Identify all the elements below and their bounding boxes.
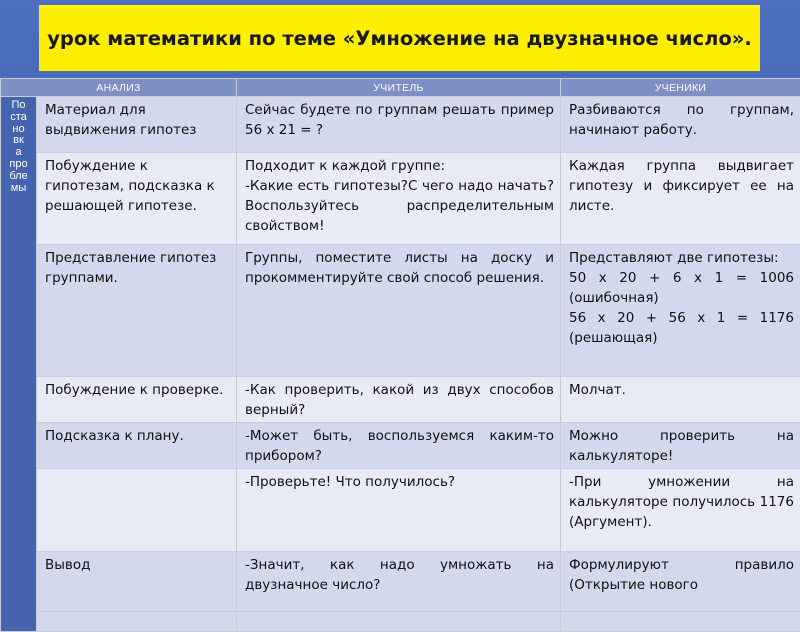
- analysis-cell: Представление гипотез группами.: [37, 245, 236, 290]
- teacher-cell: Сейчас будете по группам решать пример 56 х 21 = ?: [237, 97, 560, 142]
- header-analysis: АНАЛИЗ: [1, 79, 237, 97]
- side-label-line: ста: [1, 112, 36, 124]
- analysis-cell: Побуждение к гипотезам, подсказка к решающей гипотезе.: [37, 153, 236, 218]
- teacher-cell: -Проверьте! Что получилось?: [237, 469, 560, 494]
- side-label-line: а: [1, 147, 36, 159]
- side-label-line: мы: [1, 183, 36, 195]
- teacher-cell: Подходит к каждой группе: -Какие есть гипотезы?С чего надо начать?Воспользуйтесь распределительным свойством!: [237, 153, 560, 238]
- analysis-cell: Подсказка к плану.: [37, 423, 236, 448]
- side-label-line: но: [1, 124, 36, 136]
- teacher-cell: -Значит, как надо умножать на двузначное число?: [237, 552, 560, 597]
- side-label-line: бле: [1, 171, 36, 183]
- side-label-line: вк: [1, 135, 36, 147]
- students-cell: Можно проверить на калькуляторе!: [561, 423, 800, 468]
- analysis-cell: [37, 469, 236, 474]
- table-row: [1, 153, 800, 245]
- analysis-cell: Побуждение к проверке.: [37, 377, 236, 402]
- lesson-table: [0, 78, 800, 632]
- analysis-cell: Вывод: [37, 552, 236, 577]
- students-cell: Молчат.: [561, 377, 800, 402]
- students-cell: -При умножении на калькуляторе получилось 1176 (Аргумент).: [561, 469, 800, 534]
- table-row: [1, 423, 800, 469]
- students-cell: Формулируют правило (Открытие нового: [561, 552, 800, 597]
- teacher-cell: -Как проверить, какой из двух способов верный?: [237, 377, 560, 422]
- table-row: [1, 97, 800, 153]
- table-row: [1, 552, 800, 612]
- slide-title: урок математики по теме «Умножение на двузначное число».: [39, 5, 760, 71]
- table-row: [1, 377, 800, 423]
- analysis-cell: Материал для выдвижения гипотез: [37, 97, 236, 142]
- table-row: [1, 245, 800, 377]
- side-label-line: про: [1, 159, 36, 171]
- students-cell: Разбиваются по группам, начинают работу.: [561, 97, 800, 142]
- side-label-line: По: [1, 100, 36, 112]
- students-cell: Каждая группа выдвигает гипотезу и фиксирует ее на листе.: [561, 153, 800, 218]
- table-row: [1, 469, 800, 552]
- table-header-row: [1, 79, 800, 97]
- teacher-cell: Группы, поместите листы на доску и прокомментируйте свой способ решения.: [237, 245, 560, 290]
- teacher-cell: -Может быть, воспользуемся каким-то прибором?: [237, 423, 560, 468]
- header-teacher: УЧИТЕЛЬ: [237, 79, 561, 97]
- side-label: [1, 97, 37, 632]
- header-students: УЧЕНИКИ: [561, 79, 800, 97]
- students-cell: Представляют две гипотезы: 50 х 20 + 6 х 1 = 1006 (ошибочная) 56 х 20 + 56 х 1 = 1176 (решающая): [561, 245, 800, 350]
